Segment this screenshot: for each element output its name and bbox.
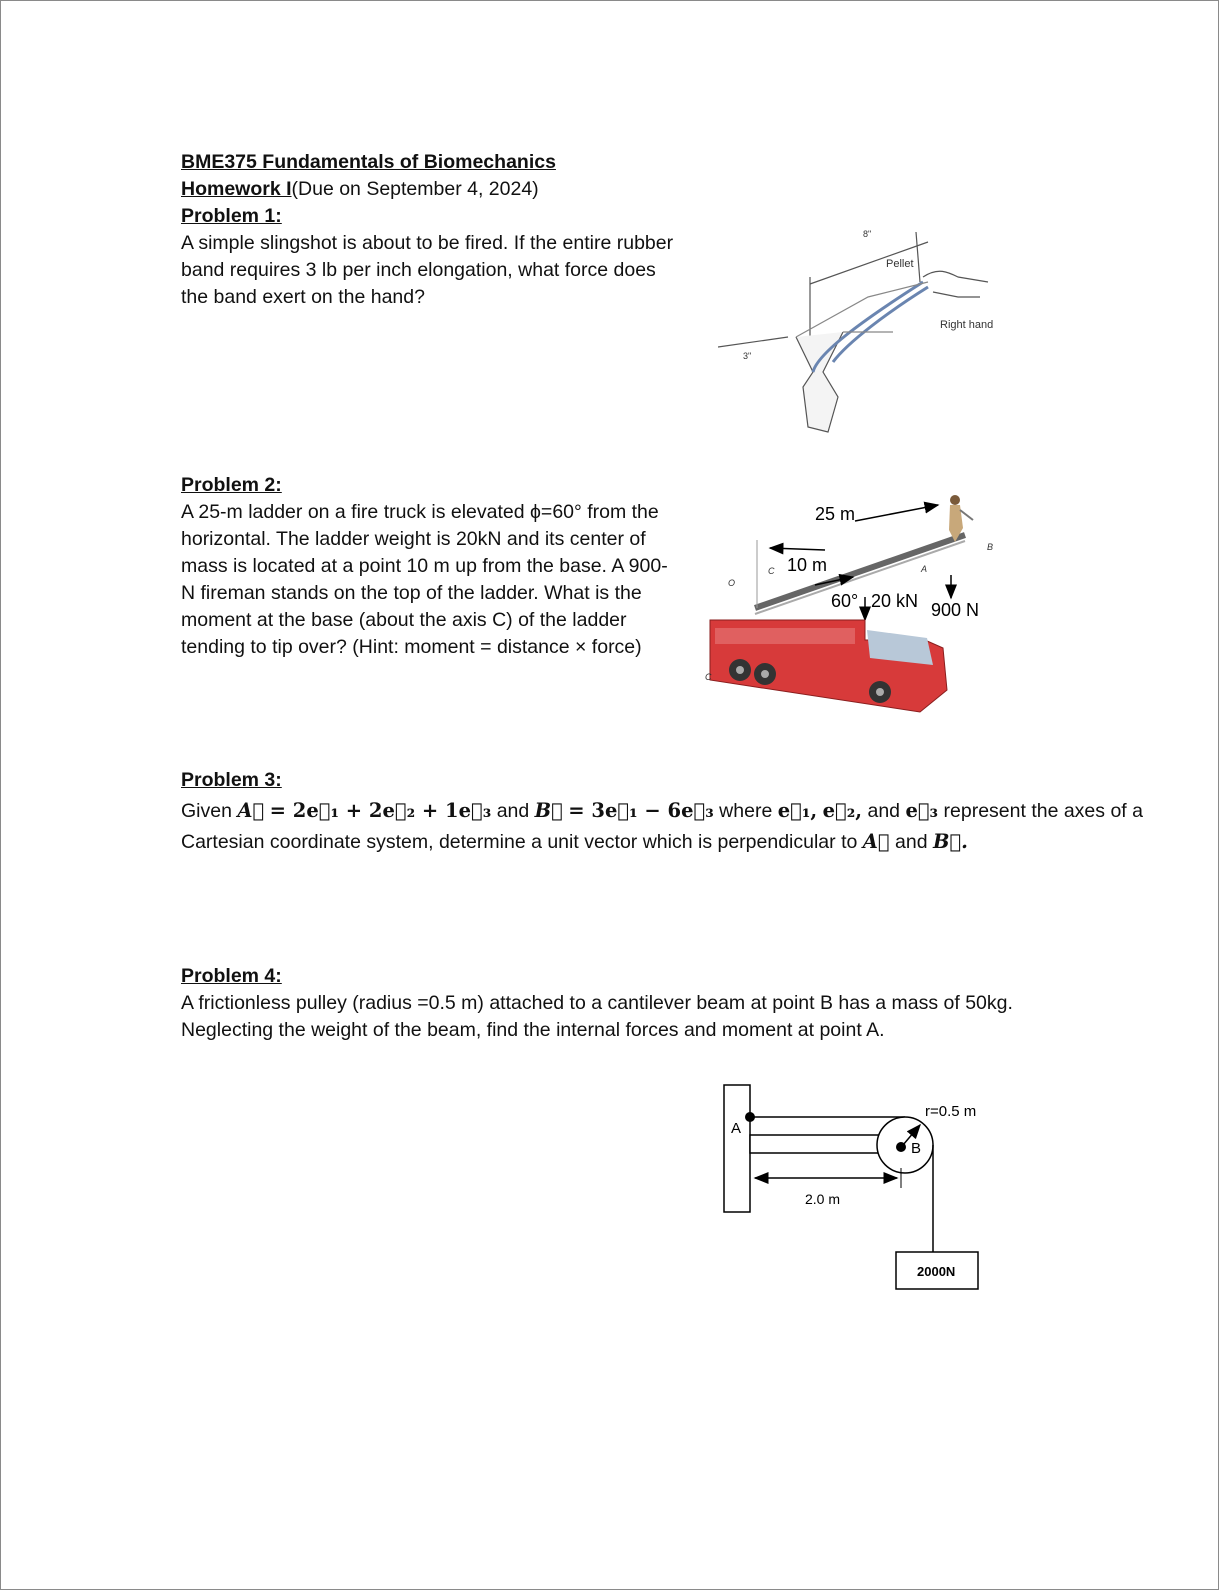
- given-word: Given: [181, 800, 232, 822]
- point-a: A: [921, 564, 928, 574]
- course-title: BME375 Fundamentals of Biomechanics: [181, 151, 556, 173]
- and-word: and: [496, 800, 530, 822]
- problem2-line: N fireman stands on the top of the ladder. What is the: [181, 582, 642, 604]
- and-word: and: [895, 831, 928, 853]
- problem1-line: band requires 3 lb per inch elongation, what force does: [181, 259, 656, 281]
- dim-8-label: 8": [863, 229, 872, 239]
- point-c-lower: C: [705, 672, 712, 682]
- basis-e2: e⃗₂,: [822, 799, 863, 822]
- problem3: [181, 767, 1191, 856]
- right-hand-label: Right hand: [940, 319, 994, 331]
- fireman-weight-label: 900 N: [931, 600, 980, 620]
- basis-e1: e⃗₁,: [777, 799, 818, 822]
- basis-e3: e⃗₃: [905, 799, 939, 822]
- problem1-line: A simple slingshot is about to be fired. If the entire rubber: [181, 232, 674, 254]
- vector-a: A⃗: [237, 799, 265, 822]
- fire-truck: [710, 620, 947, 712]
- point-b-label: B: [911, 1140, 922, 1157]
- where-word: where: [719, 800, 773, 822]
- problem3-line1: [181, 797, 1191, 825]
- vector-a-expression: = 2e⃗₁ + 2e⃗₂ + 1e⃗₃: [269, 799, 492, 822]
- problem4-title: Problem 4:: [181, 965, 282, 987]
- point-c-upper: C: [768, 566, 775, 576]
- problem2-line: moment at the base (about the axis C) of the ladder: [181, 609, 627, 631]
- pellet-label: Pellet: [886, 258, 914, 270]
- problem4-line: A frictionless pulley (radius =0.5 m) attached to a cantilever beam at point B has a mass of 50kg.: [181, 992, 1013, 1014]
- slingshot-figure: [718, 222, 1018, 437]
- vector-b-expression: = 3e⃗₁ − 6e⃗₃: [568, 799, 714, 822]
- homework-title: Homework I: [181, 178, 292, 200]
- dim-3-label: 3": [743, 351, 752, 361]
- header: [181, 149, 673, 311]
- problem4-line: Neglecting the weight of the beam, find the internal forces and moment at point A.: [181, 1019, 885, 1041]
- problem1-line: the band exert on the hand?: [181, 286, 425, 308]
- load-label: 2000N: [917, 1264, 956, 1279]
- angle-label: 60°: [831, 591, 859, 611]
- vector-a: A⃗: [862, 830, 890, 853]
- point-a-label: A: [731, 1120, 742, 1137]
- problem2-line: mass is located at a point 10 m up from the base. A 900-: [181, 555, 668, 577]
- and-word: and: [867, 800, 901, 822]
- point-b: B: [987, 542, 994, 552]
- problem2-line: horizontal. The ladder weight is 20kN and its center of: [181, 528, 646, 550]
- vector-b: B⃗.: [933, 830, 968, 853]
- ladder-weight-label: 20 kN: [871, 591, 919, 611]
- ladder-length-label: 25 m: [815, 504, 856, 524]
- length-label: 2.0 m: [805, 1191, 841, 1207]
- problem2-line: A 25-m ladder on a fire truck is elevated ϕ=60° from the: [181, 501, 659, 523]
- problem3-line2: [181, 828, 1191, 856]
- problem2-title: Problem 2:: [181, 474, 282, 496]
- length-arrow-left: [770, 548, 825, 550]
- point-o: O: [728, 578, 736, 588]
- cm-distance-label: 10 m: [787, 555, 828, 575]
- radius-label: r=0.5 m: [925, 1103, 977, 1120]
- problem2-line: tending to tip over? (Hint: moment = distance × force): [181, 636, 642, 658]
- cantilever-figure: [715, 1080, 1005, 1290]
- problem4: [181, 963, 1013, 1044]
- due-date: (Due on September 4, 2024): [291, 178, 539, 200]
- firetruck-figure: [705, 490, 1005, 730]
- problem3-rest: represent the axes of a: [943, 800, 1143, 822]
- vector-b: B⃗: [534, 799, 563, 822]
- problem3-title: Problem 3:: [181, 769, 282, 791]
- problem2: [181, 472, 668, 661]
- problem1-title: Problem 1:: [181, 205, 282, 227]
- wall: [724, 1085, 750, 1212]
- length-arrow: [855, 505, 938, 521]
- problem3-line2-text: Cartesian coordinate system, determine a unit vector which is perpendicular to: [181, 831, 858, 853]
